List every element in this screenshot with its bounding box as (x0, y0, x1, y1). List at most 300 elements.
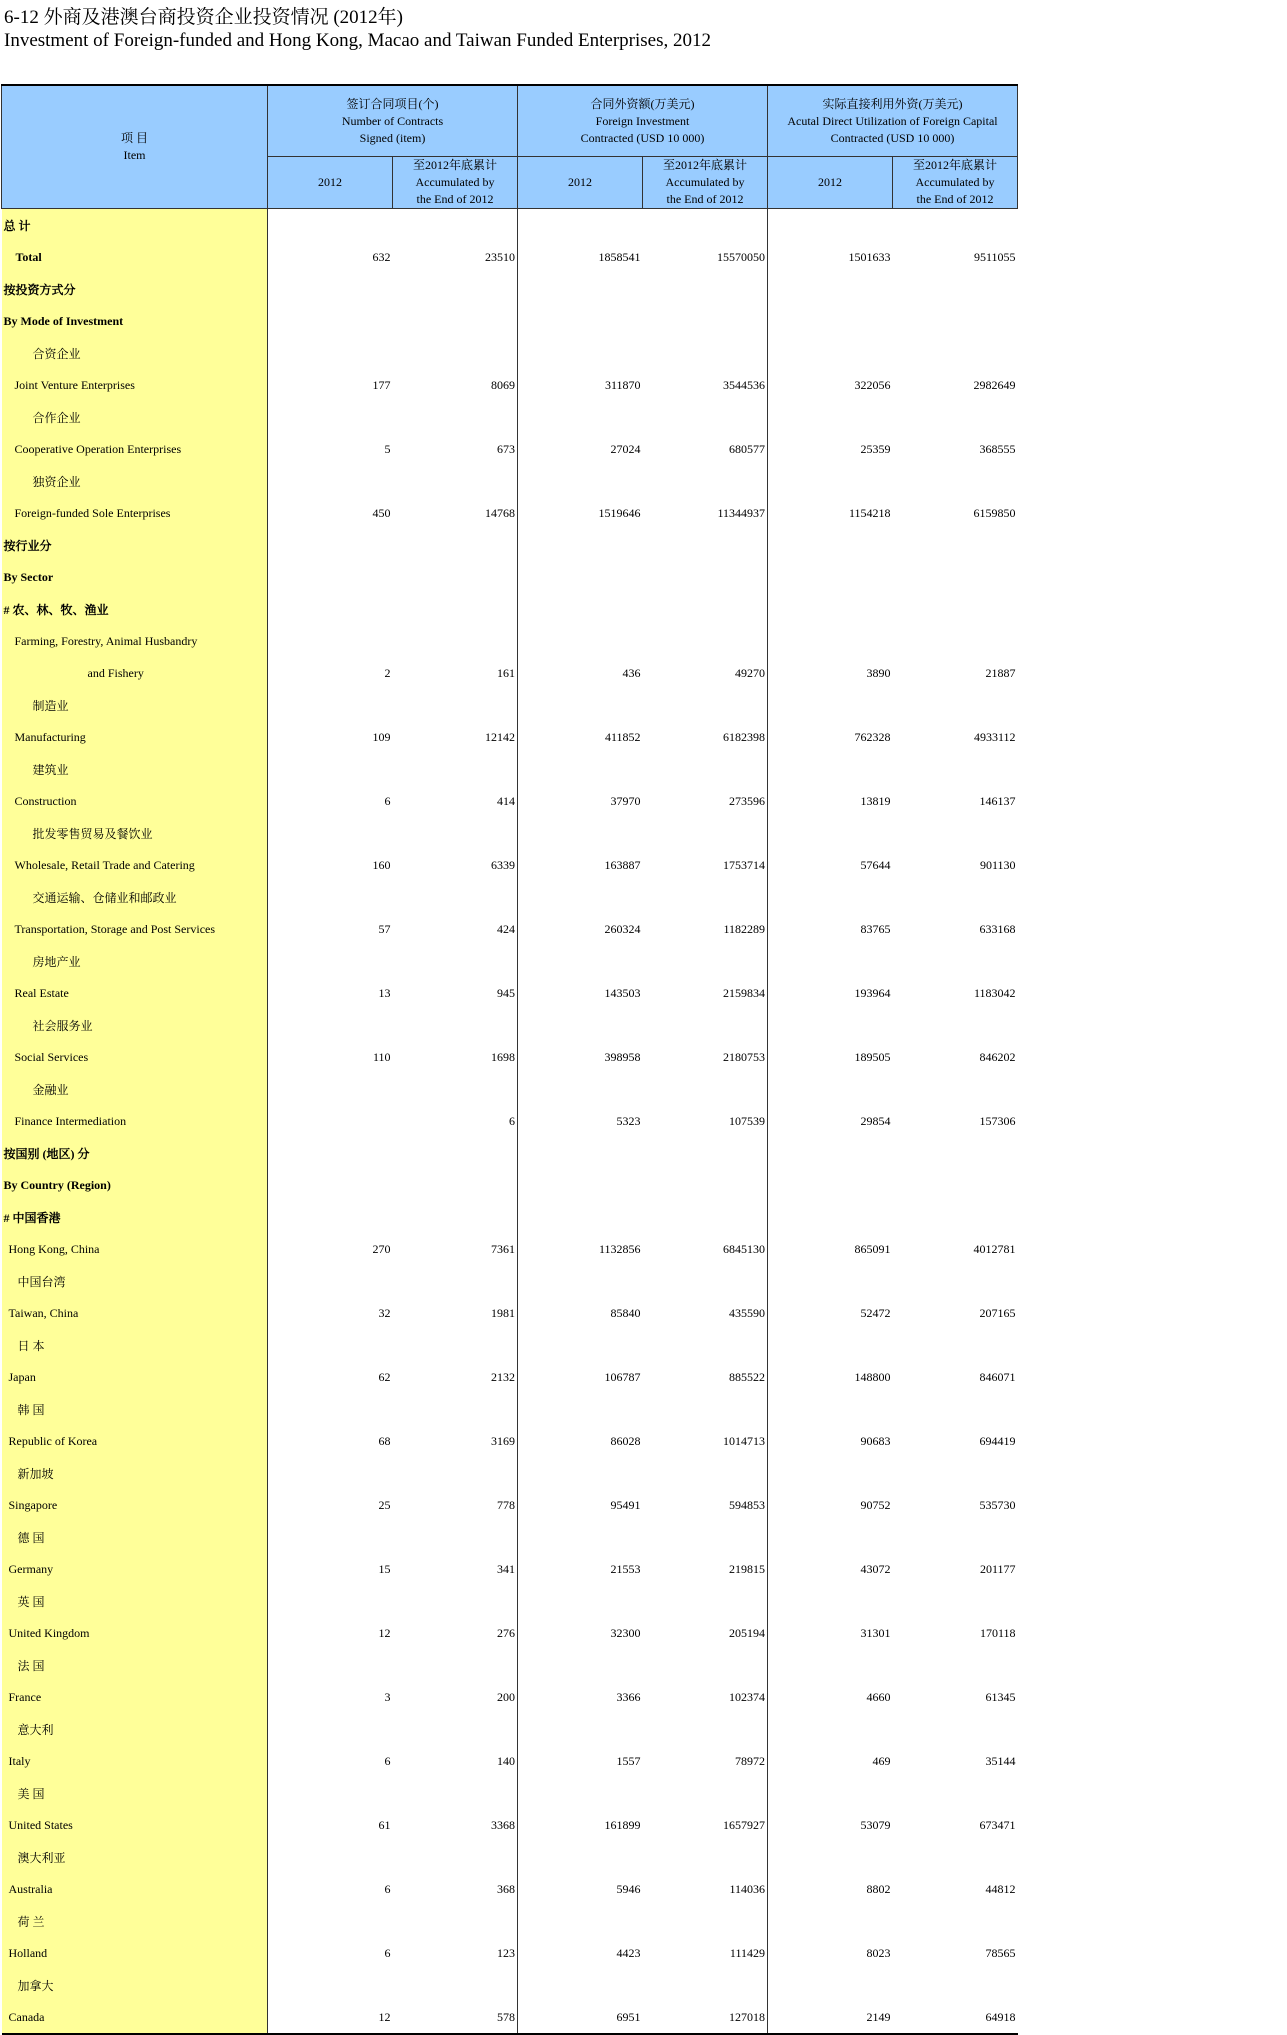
row-value: 694419 (979, 1433, 1016, 1448)
row-label: United Kingdom (2, 1617, 268, 1649)
row-value: 6182398 (723, 729, 765, 744)
row-label: Construction (2, 785, 268, 817)
accumulated-label-en1: Accumulated by (915, 175, 995, 189)
row-value (393, 1137, 518, 1169)
row-value (893, 337, 1018, 369)
row-value (643, 401, 768, 433)
table-row (2, 1617, 1018, 1649)
row-value (893, 881, 1018, 913)
row-value: 673 (497, 441, 515, 456)
row-value (893, 305, 1018, 337)
row-value (893, 1009, 1018, 1041)
row-value: 2 (268, 657, 393, 689)
row-label: By Mode of Investment (2, 305, 268, 337)
row-value (518, 209, 643, 242)
row-value (393, 1777, 518, 1809)
row-label: 按国别 (地区) 分 (2, 1137, 268, 1169)
row-value: 368 (497, 1881, 515, 1896)
row-value (768, 1649, 893, 1681)
row-value (893, 1073, 1018, 1105)
row-value: 273596 (729, 793, 765, 808)
row-value: 1657927 (723, 1817, 765, 1832)
row-value: 140 (497, 1753, 515, 1768)
row-value (768, 1841, 893, 1873)
row-value (893, 1521, 1018, 1553)
row-value (268, 273, 393, 305)
actual-utilization-header-en2: Contracted (USD 10 000) (830, 130, 955, 145)
row-value (268, 1841, 393, 1873)
row-value: 2982649 (973, 377, 1016, 392)
row-value (518, 529, 643, 561)
table-row (2, 1937, 1018, 1969)
row-value: 200 (497, 1689, 515, 1704)
row-value: 6 (268, 1745, 393, 1777)
row-value: 219815 (729, 1561, 765, 1576)
row-value (268, 625, 393, 657)
row-value (268, 305, 393, 337)
row-value: 207165 (979, 1305, 1016, 1320)
table-row (2, 401, 1018, 433)
row-value: 201177 (979, 1561, 1016, 1576)
row-value (893, 561, 1018, 593)
row-value: 6845130 (723, 1241, 765, 1256)
row-label: 合资企业 (2, 337, 268, 369)
row-label: United States (2, 1809, 268, 1841)
table-row (2, 657, 1018, 689)
row-value: 1183042 (973, 985, 1016, 1000)
row-value (268, 1009, 393, 1041)
row-label: Transportation, Storage and Post Services (2, 913, 268, 945)
row-value (768, 1265, 893, 1297)
investment-table (1, 84, 1018, 2035)
row-value: 32300 (518, 1617, 643, 1649)
row-value: 398958 (518, 1041, 643, 1073)
row-value (768, 1009, 893, 1041)
row-label: Holland (2, 1937, 268, 1969)
row-value: 102374 (729, 1689, 765, 1704)
row-value (518, 561, 643, 593)
row-value (643, 1649, 768, 1681)
row-value (643, 1841, 768, 1873)
row-value (393, 1905, 518, 1937)
row-value: 62 (268, 1361, 393, 1393)
contracts-header-en2: Signed (item) (359, 130, 426, 145)
table-row (2, 1905, 1018, 1937)
row-value (643, 753, 768, 785)
year-column-header (518, 157, 643, 209)
row-value (893, 1649, 1018, 1681)
row-value (393, 1329, 518, 1361)
row-label: Total (2, 241, 268, 273)
row-label: Australia (2, 1873, 268, 1905)
row-value: 25 (268, 1489, 393, 1521)
row-value: 8802 (768, 1873, 893, 1905)
row-label: France (2, 1681, 268, 1713)
row-value: 12 (268, 1617, 393, 1649)
row-value (643, 593, 768, 625)
row-value (393, 305, 518, 337)
row-value (393, 1393, 518, 1425)
row-value (893, 273, 1018, 305)
row-value (643, 1169, 768, 1201)
row-value (893, 1713, 1018, 1745)
table-row (2, 2001, 1018, 2034)
table-row (2, 1201, 1018, 1233)
row-value (768, 1329, 893, 1361)
table-row (2, 593, 1018, 625)
row-value: 61345 (985, 1689, 1016, 1704)
accumulated-label-en1: Accumulated by (415, 175, 495, 189)
row-value (643, 209, 768, 242)
row-value (393, 1649, 518, 1681)
row-value (643, 1137, 768, 1169)
row-value (893, 1329, 1018, 1361)
row-value (643, 689, 768, 721)
row-value (518, 401, 643, 433)
row-value: 25359 (768, 433, 893, 465)
year-label: 2012 (818, 175, 842, 189)
table-row (2, 1649, 1018, 1681)
row-label: 德 国 (2, 1521, 268, 1553)
row-value (268, 1905, 393, 1937)
row-value (768, 561, 893, 593)
row-value (643, 337, 768, 369)
row-label: Cooperative Operation Enterprises (2, 433, 268, 465)
row-value: 163887 (518, 849, 643, 881)
row-value (643, 1457, 768, 1489)
row-value: 1858541 (518, 241, 643, 273)
row-value: 865091 (768, 1233, 893, 1265)
row-value: 3169 (491, 1433, 515, 1448)
row-value (893, 1137, 1018, 1169)
row-value: 450 (268, 497, 393, 529)
row-value (393, 1457, 518, 1489)
row-value: 411852 (518, 721, 643, 753)
accumulated-label-cn: 至2012年底累计 (912, 158, 997, 172)
row-value (268, 401, 393, 433)
row-value: 35144 (985, 1753, 1016, 1768)
row-value (518, 1521, 643, 1553)
row-value (893, 689, 1018, 721)
row-value: 21553 (518, 1553, 643, 1585)
row-value (893, 529, 1018, 561)
row-label: By Country (Region) (2, 1169, 268, 1201)
row-value: 44812 (985, 1881, 1016, 1896)
table-row (2, 497, 1018, 529)
row-value: 1753714 (723, 857, 765, 872)
accumulated-label-cn: 至2012年底累计 (662, 158, 747, 172)
actual-utilization-header-en1: Acutal Direct Utilization of Foreign Capital (787, 113, 998, 128)
row-value: 11344937 (717, 505, 765, 520)
row-label: 合作企业 (2, 401, 268, 433)
row-value: 110 (268, 1041, 393, 1073)
row-value (518, 1009, 643, 1041)
row-value: 148800 (768, 1361, 893, 1393)
row-value (768, 1393, 893, 1425)
row-value (393, 1713, 518, 1745)
table-body (2, 209, 1018, 2035)
table-row (2, 1265, 1018, 1297)
row-value (268, 561, 393, 593)
row-value: 673471 (979, 1817, 1016, 1832)
row-value: 3368 (491, 1817, 515, 1832)
row-label: Foreign-funded Sole Enterprises (2, 497, 268, 529)
row-value: 12142 (485, 729, 515, 744)
row-value: 160 (268, 849, 393, 881)
row-value: 161899 (518, 1809, 643, 1841)
table-row (2, 913, 1018, 945)
row-value: 127018 (643, 2001, 768, 2034)
row-value: 6 (268, 785, 393, 817)
row-value: 2132 (491, 1369, 515, 1384)
row-value: 1154218 (768, 497, 893, 529)
row-value (268, 1137, 393, 1169)
row-value (393, 337, 518, 369)
row-value (643, 1777, 768, 1809)
row-value (268, 817, 393, 849)
row-value: 424 (497, 921, 515, 936)
row-label: Hong Kong, China (2, 1233, 268, 1265)
row-value (893, 817, 1018, 849)
row-value (393, 1521, 518, 1553)
row-value: 78972 (735, 1753, 765, 1768)
actual-utilization-group-header (768, 85, 1018, 157)
table-row (2, 1681, 1018, 1713)
table-row (2, 1809, 1018, 1841)
row-value: 436 (518, 657, 643, 689)
row-value (393, 1841, 518, 1873)
table-row (2, 1393, 1018, 1425)
row-value (268, 1393, 393, 1425)
row-value: 85840 (518, 1297, 643, 1329)
row-value (768, 337, 893, 369)
accumulated-label-en2: the End of 2012 (916, 192, 994, 206)
table-row (2, 1489, 1018, 1521)
row-value (268, 1073, 393, 1105)
table-row (2, 1873, 1018, 1905)
row-value (893, 401, 1018, 433)
foreign-investment-group-header (518, 85, 768, 157)
row-value (893, 209, 1018, 242)
row-value (768, 881, 893, 913)
row-value (518, 465, 643, 497)
row-value (768, 1777, 893, 1809)
row-value: 6 (268, 1937, 393, 1969)
row-value: 7361 (491, 1241, 515, 1256)
row-label: 制造业 (2, 689, 268, 721)
foreign-investment-header-en1: Foreign Investment (595, 113, 690, 128)
table-row (2, 1457, 1018, 1489)
row-value (268, 465, 393, 497)
accumulated-label-en2: the End of 2012 (666, 192, 744, 206)
row-value: 311870 (518, 369, 643, 401)
table-row (2, 1777, 1018, 1809)
row-value: 6 (268, 1873, 393, 1905)
row-label: # 中国香港 (2, 1201, 268, 1233)
row-value (768, 305, 893, 337)
row-value: 157306 (979, 1113, 1016, 1128)
row-value (518, 1137, 643, 1169)
row-label: 房地产业 (2, 945, 268, 977)
table-row (2, 1041, 1018, 1073)
table-row (2, 1521, 1018, 1553)
row-value: 64918 (893, 2001, 1018, 2034)
row-label: Finance Intermediation (2, 1105, 268, 1137)
table-row (2, 209, 1018, 242)
row-value (893, 945, 1018, 977)
row-value (268, 337, 393, 369)
table-row (2, 1425, 1018, 1457)
row-label: 按行业分 (2, 529, 268, 561)
row-value: 27024 (518, 433, 643, 465)
row-value (643, 1521, 768, 1553)
accumulated-label-en2: the End of 2012 (416, 192, 494, 206)
row-value (768, 1969, 893, 2001)
row-value (518, 1969, 643, 2001)
row-value (768, 401, 893, 433)
row-value: 1557 (518, 1745, 643, 1777)
row-value: 14768 (485, 505, 515, 520)
row-value (268, 1585, 393, 1617)
row-value (518, 1777, 643, 1809)
row-value (393, 1073, 518, 1105)
row-value (393, 1201, 518, 1233)
row-value (768, 1169, 893, 1201)
row-label: Wholesale, Retail Trade and Catering (2, 849, 268, 881)
table-row (2, 1361, 1018, 1393)
row-value: 13 (268, 977, 393, 1009)
row-value (643, 529, 768, 561)
row-value (643, 1265, 768, 1297)
year-label: 2012 (318, 175, 342, 189)
row-value: 78565 (985, 1945, 1016, 1960)
row-value (268, 1201, 393, 1233)
row-value (268, 1105, 393, 1137)
row-value: 594853 (729, 1497, 765, 1512)
row-value: 90683 (768, 1425, 893, 1457)
row-value (643, 817, 768, 849)
contracts-group-header (268, 85, 518, 157)
table-row (2, 1073, 1018, 1105)
row-value (643, 273, 768, 305)
row-value: 3544536 (723, 377, 765, 392)
row-value (518, 1073, 643, 1105)
row-label: 美 国 (2, 1777, 268, 1809)
row-value: 3366 (518, 1681, 643, 1713)
row-value (393, 753, 518, 785)
row-value (768, 1137, 893, 1169)
row-value: 49270 (735, 665, 765, 680)
table-row (2, 433, 1018, 465)
table-row (2, 1969, 1018, 2001)
row-value: 83765 (768, 913, 893, 945)
row-value (518, 753, 643, 785)
row-label: 金融业 (2, 1073, 268, 1105)
row-label: Taiwan, China (2, 1297, 268, 1329)
row-value: 90752 (768, 1489, 893, 1521)
row-label: Republic of Korea (2, 1425, 268, 1457)
row-value: 1981 (491, 1305, 515, 1320)
row-value (768, 529, 893, 561)
row-label: 意大利 (2, 1713, 268, 1745)
row-value: 633168 (979, 921, 1016, 936)
row-label: 加拿大 (2, 1969, 268, 2001)
table-row (2, 1841, 1018, 1873)
row-label: 英 国 (2, 1585, 268, 1617)
row-value (643, 945, 768, 977)
row-value (643, 881, 768, 913)
row-value (768, 1073, 893, 1105)
row-value (518, 945, 643, 977)
row-value: 2180753 (723, 1049, 765, 1064)
row-value (768, 593, 893, 625)
table-row (2, 689, 1018, 721)
table-row (2, 1137, 1018, 1169)
table-row (2, 1713, 1018, 1745)
row-value (768, 817, 893, 849)
row-value (393, 465, 518, 497)
row-value: 146137 (979, 793, 1016, 808)
row-value (518, 625, 643, 657)
table-row (2, 753, 1018, 785)
row-value (393, 881, 518, 913)
row-value (768, 945, 893, 977)
table-row (2, 1169, 1018, 1201)
row-value (768, 1457, 893, 1489)
row-label: Italy (2, 1745, 268, 1777)
row-label: 总 计 (2, 209, 268, 242)
row-value: 2159834 (723, 985, 765, 1000)
row-value: 1519646 (518, 497, 643, 529)
row-value: 161 (497, 665, 515, 680)
row-value: 901130 (979, 857, 1016, 872)
row-value: 32 (268, 1297, 393, 1329)
row-value: 143503 (518, 977, 643, 1009)
row-value (643, 1201, 768, 1233)
row-value (643, 561, 768, 593)
row-value (518, 1585, 643, 1617)
row-value: 1698 (491, 1049, 515, 1064)
row-value (393, 689, 518, 721)
row-label: 独资企业 (2, 465, 268, 497)
row-value (768, 753, 893, 785)
row-value (268, 1329, 393, 1361)
row-value (268, 529, 393, 561)
row-value: 469 (768, 1745, 893, 1777)
row-value: 846071 (979, 1369, 1016, 1384)
table-row (2, 529, 1018, 561)
table-row (2, 465, 1018, 497)
row-value (768, 1713, 893, 1745)
contracts-header-en1: Number of Contracts (341, 113, 444, 128)
row-value (643, 1585, 768, 1617)
row-value: 193964 (768, 977, 893, 1009)
row-label: 荷 兰 (2, 1905, 268, 1937)
row-value (643, 1009, 768, 1041)
year-column-header (768, 157, 893, 209)
accumulated-label-en1: Accumulated by (665, 175, 745, 189)
item-header-en: Item (123, 148, 146, 162)
row-value: 21887 (985, 665, 1016, 680)
row-value: 846202 (979, 1049, 1016, 1064)
row-value: 6339 (491, 857, 515, 872)
table-row (2, 273, 1018, 305)
row-value (268, 1457, 393, 1489)
row-label: 社会服务业 (2, 1009, 268, 1041)
page-title-cn: 6-12 外商及港澳台商投资企业投资情况 (2012年) (4, 7, 403, 28)
row-value: 270 (268, 1233, 393, 1265)
row-value: 8023 (768, 1937, 893, 1969)
